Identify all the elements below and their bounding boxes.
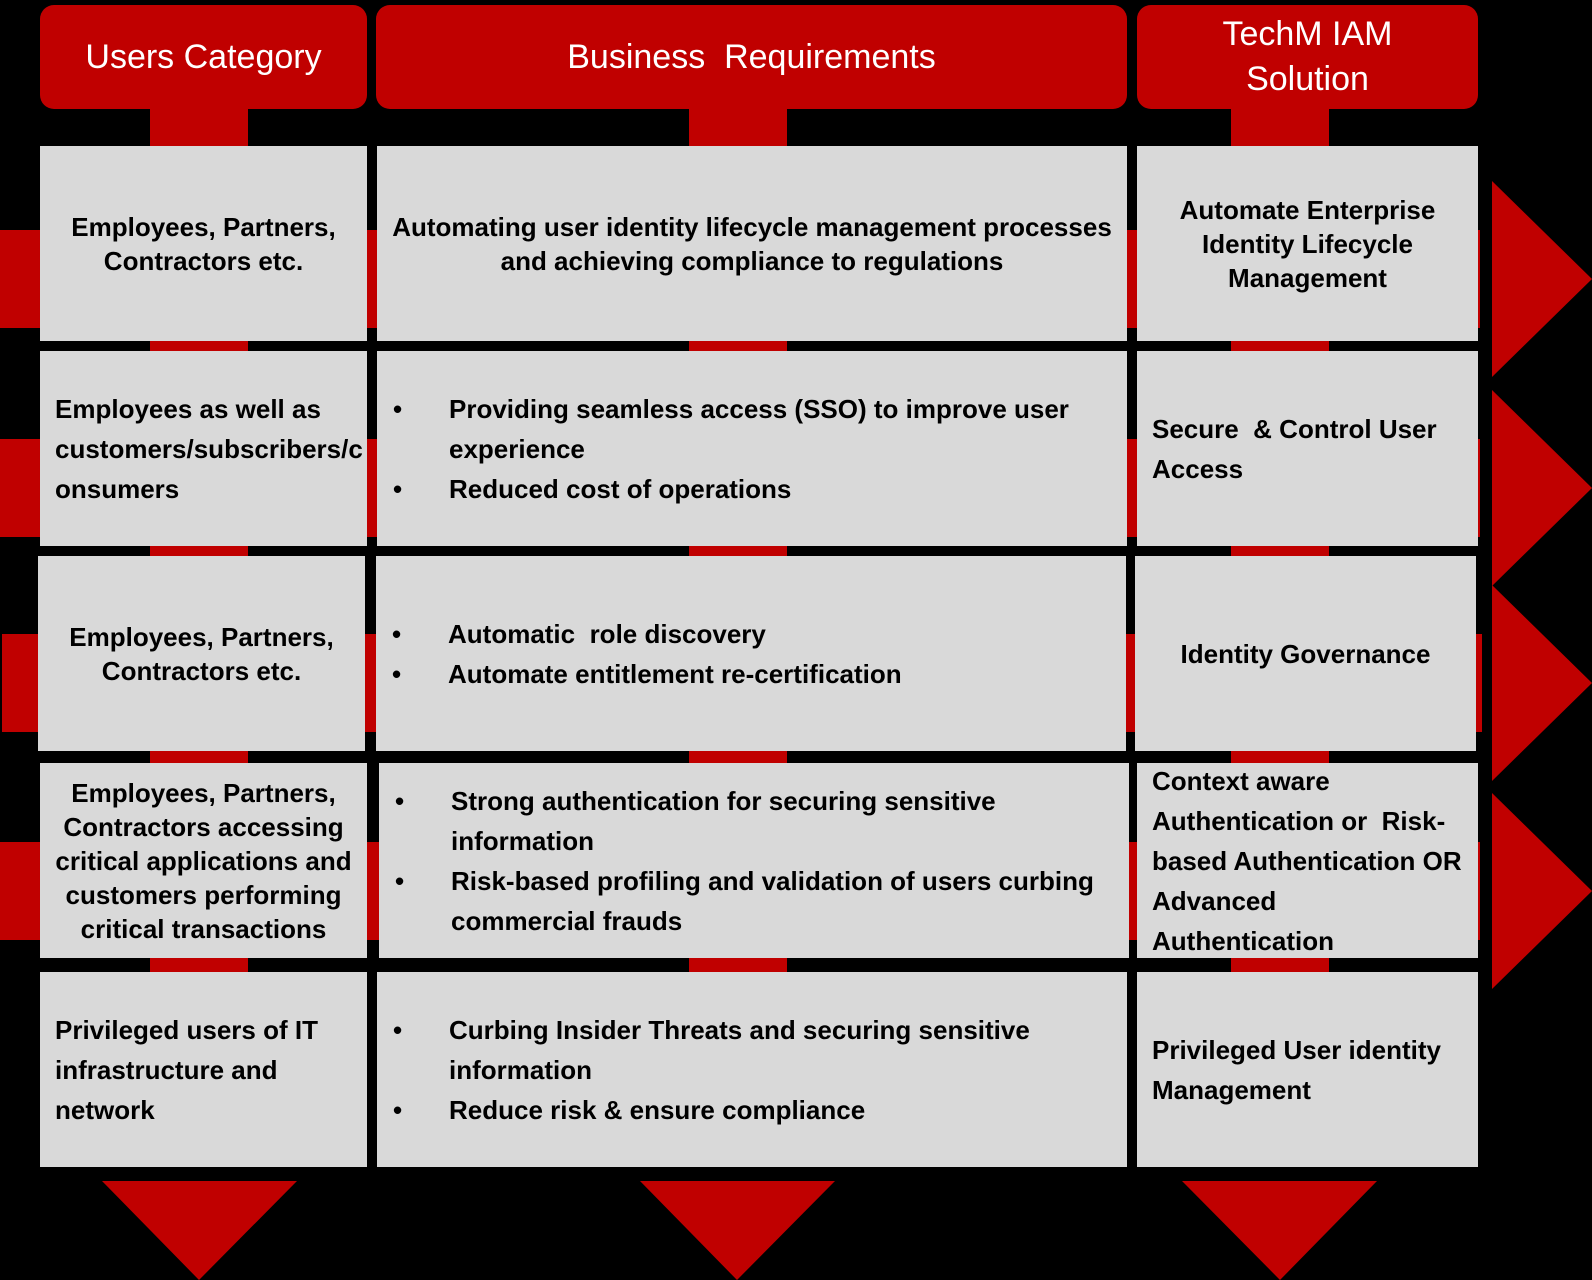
users-text-line: Contractors etc. (101, 655, 302, 686)
requirement-text-cont: commercial frauds (451, 905, 683, 936)
users-text-line: infrastructure and (55, 1054, 278, 1085)
requirement-bullet-item (393, 469, 1107, 509)
right-arrow-icon (1492, 181, 1592, 377)
header-solution-line1: TechM IAM (1222, 15, 1393, 53)
bullet-icon: • (393, 1094, 403, 1125)
requirements-cell-4 (379, 763, 1129, 958)
down-arrow-icon (1182, 1181, 1377, 1280)
users-text-line: Employees, Partners, (71, 777, 336, 808)
solution-text-line: Automate Enterprise (1179, 194, 1436, 225)
requirements-text-line: Automating user identity lifecycle management processes (392, 211, 1112, 242)
bullet-icon: • (393, 1014, 403, 1045)
requirement-text: Risk-based profiling and validation of users curbing (451, 865, 1094, 896)
users-text-line: Contractors etc. (103, 245, 304, 276)
requirement-text: Strong authentication for securing sensitive (451, 785, 996, 816)
solution-text-line: Authentication or Risk- (1152, 805, 1446, 836)
requirements-cell-2 (377, 351, 1127, 546)
users-cell-5 (40, 972, 367, 1167)
requirement-text: Providing seamless access (SSO) to improve user (449, 393, 1069, 424)
requirement-text-cont: information (449, 1054, 592, 1085)
bullet-icon: • (395, 865, 405, 896)
users-text-line: Employees as well as (55, 393, 321, 424)
requirements-text-line: and achieving compliance to regulations (500, 245, 1004, 276)
requirement-bullet-item (393, 1010, 1107, 1090)
down-arrow-icon (102, 1181, 297, 1280)
solution-text-line: Identity Lifecycle (1202, 228, 1413, 259)
bullet-icon: • (395, 785, 405, 816)
solution-cell-2 (1137, 351, 1478, 546)
solution-text-line: Management (1152, 1074, 1311, 1105)
requirement-text: Automatic role discovery (448, 618, 766, 649)
requirement-bullet-item (392, 614, 1106, 654)
users-text-line: critical applications and (55, 845, 352, 876)
solution-cell-5 (1137, 972, 1478, 1167)
requirements-cell-1 (377, 146, 1127, 341)
users-text-line: Contractors accessing (63, 811, 344, 842)
users-text-line: Privileged users of IT (55, 1014, 318, 1045)
solution-text-line: Management (1228, 262, 1387, 293)
users-text-line: Employees, Partners, (69, 621, 334, 652)
requirements-cell-5 (377, 972, 1127, 1167)
requirement-text: Reduced cost of operations (449, 473, 792, 504)
requirement-bullet-item (395, 861, 1109, 941)
solution-text-line: Advanced Authentication (1152, 885, 1334, 956)
solution-text-line: Identity Governance (1180, 638, 1431, 669)
bullet-icon: • (392, 618, 402, 649)
solution-text-line: Access (1152, 453, 1244, 484)
users-text-line: critical transactions (80, 913, 327, 944)
users-cell-2 (40, 351, 367, 546)
users-text-line: customers performing (65, 879, 342, 910)
solution-text-line: Privileged User identity (1152, 1034, 1441, 1065)
bullet-icon: • (392, 658, 402, 689)
header-users-category (40, 5, 367, 109)
solution-cell-3 (1135, 556, 1476, 751)
down-arrow-icon (640, 1181, 835, 1280)
solution-cell-1 (1137, 146, 1478, 341)
users-text-line: customers/subscribers/c (55, 433, 363, 464)
users-text-line: network (55, 1094, 155, 1125)
right-arrow-icon (1492, 585, 1592, 781)
users-cell-1 (40, 146, 367, 341)
users-text-line: onsumers (55, 473, 180, 504)
solution-cell-4 (1137, 763, 1478, 958)
users-cell-3 (38, 556, 365, 751)
users-cell-4 (40, 763, 367, 958)
header-business-requirements (376, 5, 1127, 109)
header-solution-line2: Solution (1246, 60, 1369, 98)
bullet-icon: • (393, 393, 403, 424)
header-solution (1137, 5, 1478, 109)
right-arrow-icon (1492, 390, 1592, 586)
solution-text-line: Secure & Control User (1152, 413, 1437, 444)
requirement-bullet-item (392, 654, 1106, 694)
requirement-text: Curbing Insider Threats and securing sensitive (449, 1014, 1030, 1045)
requirement-text-cont: experience (449, 433, 585, 464)
solution-text-line: based Authentication OR (1152, 845, 1462, 876)
requirement-bullet-item (395, 781, 1109, 861)
right-arrow-icon (1492, 793, 1592, 989)
bullet-icon: • (393, 473, 403, 504)
header-users-category-label: Users Category (85, 37, 322, 76)
requirement-bullet-item (393, 1090, 1107, 1130)
requirement-text-cont: information (451, 825, 594, 856)
requirement-text: Reduce risk & ensure compliance (449, 1094, 866, 1125)
header-business-requirements-label: Business Requirements (567, 37, 936, 76)
requirements-cell-3 (376, 556, 1126, 751)
requirement-text: Automate entitlement re-certification (448, 658, 902, 689)
users-text-line: Employees, Partners, (71, 211, 336, 242)
requirement-bullet-item (393, 389, 1107, 469)
solution-text-line: Context aware (1152, 765, 1330, 796)
